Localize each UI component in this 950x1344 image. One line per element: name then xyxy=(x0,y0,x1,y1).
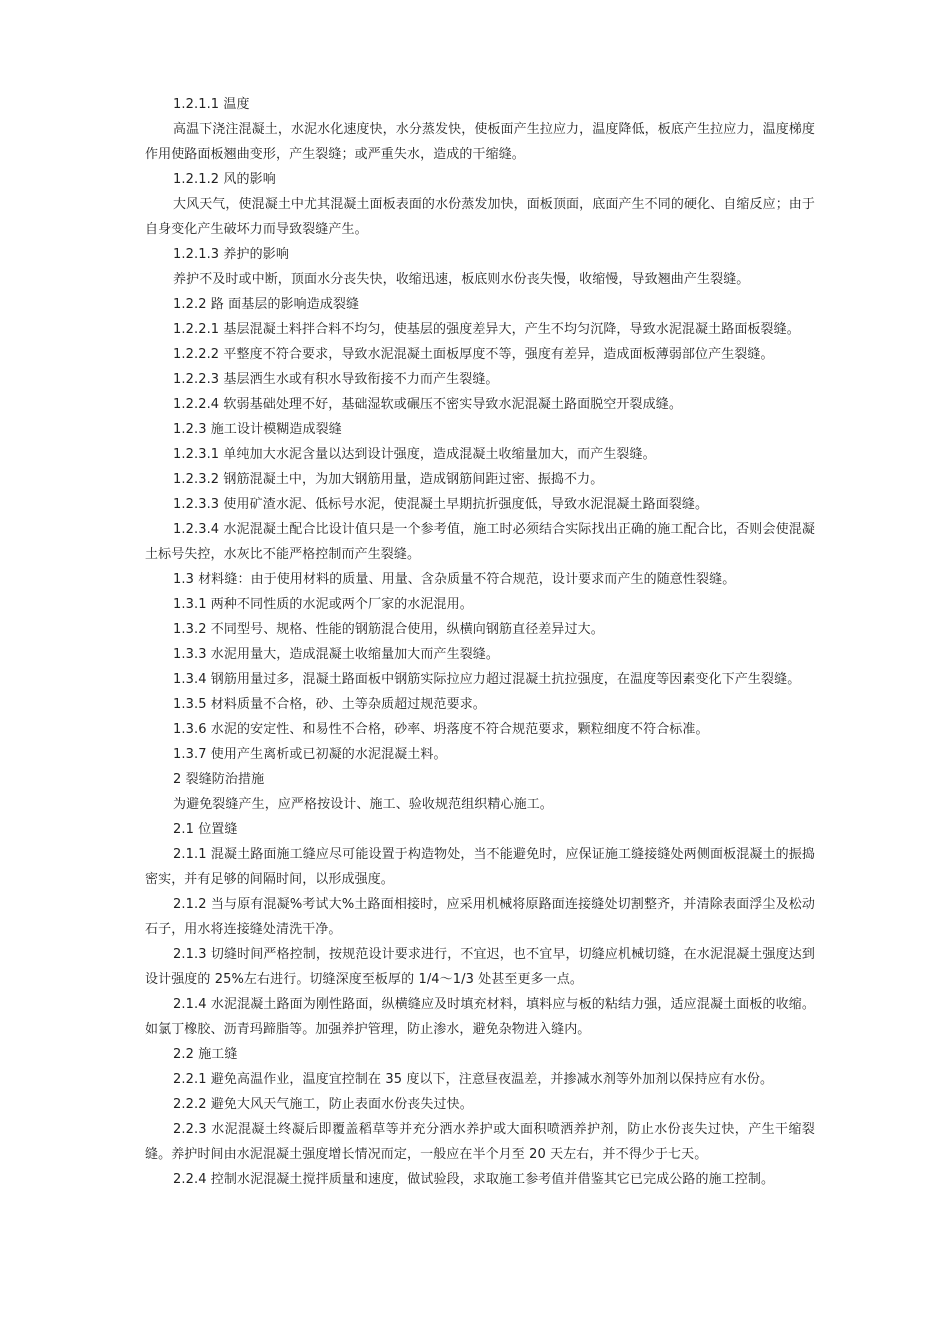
item-1-2-3-3: 1.2.3.3 使用矿渣水泥、低标号水泥，使混凝土早期抗折强度低，导致水泥混凝土路面裂缝。 xyxy=(173,497,709,512)
paragraph-curing: 养护不及时或中断，顶面水分丧失快，收缩迅速，板底则水份丧失慢，收缩慢，导致翘曲产生裂缝。 xyxy=(173,272,750,287)
item-1-3-3: 1.3.3 水泥用量大，造成混凝土收缩量加大而产生裂缝。 xyxy=(173,647,500,662)
paragraph-wind: 大风天气，使混凝土中尤其混凝土面板表面的水份蒸发加快，面板顶面，底面产生不同的硬化、自缩反应；由于自身变化产生破坏力而导致裂缝产生。 xyxy=(145,197,815,237)
paragraph-2-intro: 为避免裂缝产生，应严格按设计、施工、验收规范组织精心施工。 xyxy=(173,797,553,812)
item-2-1-2: 2.1.2 当与原有混凝%考试大%土路面相接时，应采用机械将原路面连接缝处切割整齐，并清除表面浮尘及松动石子，用水将连接缝处清洗干净。 xyxy=(145,897,815,937)
item-2-2-4: 2.2.4 控制水泥混凝土搅拌质量和速度，做试验段，求取施工参考值并借鉴其它已完成公路的施工控制。 xyxy=(173,1172,775,1187)
item-2-1-3: 2.1.3 切缝时间严格控制，按规范设计要求进行，不宜迟，也不宜早，切缝应机械切缝，在水泥混凝土强度达到设计强度的 25%左右进行。切缝深度至板厚的 1/4～1/3 处甚至更多一点。 xyxy=(145,947,815,987)
item-2-2-3: 2.2.3 水泥混凝土终凝后即覆盖稻草等并充分洒水养护或大面积喷洒养护剂，防止水份丧失过快，产生干缩裂缝。养护时间由水泥混凝土强度增长情况而定，一般应在半个月至 20 天左右，并不得少于七天。 xyxy=(145,1122,815,1162)
item-2-2-2: 2.2.2 避免大风天气施工，防止表面水份丧失过快。 xyxy=(173,1097,473,1112)
heading-1-2-1-2: 1.2.1.2 风的影响 xyxy=(173,172,276,187)
heading-1-2-1-1: 1.2.1.1 温度 xyxy=(173,97,250,112)
paragraph-temperature: 高温下浇注混凝土，水泥水化速度快，水分蒸发快，使板面产生拉应力，温度降低，板底产生拉应力，温度梯度作用使路面板翘曲变形，产生裂缝；或严重失水，造成的干缩缝。 xyxy=(145,122,815,162)
item-1-3-4: 1.3.4 钢筋用量过多，混凝土路面板中钢筋实际拉应力超过混凝土抗拉强度，在温度等因素变化下产生裂缝。 xyxy=(173,672,801,687)
item-1-2-2-3: 1.2.2.3 基层洒生水或有积水导致衔接不力而产生裂缝。 xyxy=(173,372,499,387)
item-1-3-2: 1.3.2 不同型号、规格、性能的钢筋混合使用，纵横向钢筋直径差异过大。 xyxy=(173,622,604,637)
item-1-3-5: 1.3.5 材料质量不合格，砂、土等杂质超过规范要求。 xyxy=(173,697,486,712)
item-1-2-2-4: 1.2.2.4 软弱基础处理不好，基础湿软或碾压不密实导致水泥混凝土路面脱空开裂成缝。 xyxy=(173,397,682,412)
item-1-3-7: 1.3.7 使用产生离析或已初凝的水泥混凝土料。 xyxy=(173,747,447,762)
item-2-1-4: 2.1.4 水泥混凝土路面为刚性路面，纵横缝应及时填充材料，填料应与板的粘结力强，适应混凝土面板的收缩。如氯丁橡胶、沥青玛蹄脂等。加强养护管理，防止渗水，避免杂物进入缝内。 xyxy=(145,997,815,1037)
heading-2-1: 2.1 位置缝 xyxy=(173,822,238,837)
item-2-1-1: 2.1.1 混凝土路面施工缝应尽可能设置于构造物处，当不能避免时，应保证施工缝接缝处两侧面板混凝土的振捣密实，并有足够的间隔时间，以形成强度。 xyxy=(145,847,815,887)
item-1-3-1: 1.3.1 两种不同性质的水泥或两个厂家的水泥混用。 xyxy=(173,597,473,612)
item-1-2-3-2: 1.2.3.2 钢筋混凝土中，为加大钢筋用量，造成钢筋间距过密、振捣不力。 xyxy=(173,472,604,487)
heading-1-2-1-3: 1.2.1.3 养护的影响 xyxy=(173,247,289,262)
item-1-2-3-4: 1.2.3.4 水泥混凝土配合比设计值只是一个参考值，施工时必须结合实际找出正确的施工配合比，否则会使混凝土标号失控，水灰比不能严格控制而产生裂缝。 xyxy=(145,522,815,562)
heading-2-2: 2.2 施工缝 xyxy=(173,1047,238,1062)
item-1-3-6: 1.3.6 水泥的安定性、和易性不合格，砂率、坍落度不符合规范要求，颗粒细度不符合标准。 xyxy=(173,722,709,737)
heading-1-2-3: 1.2.3 施工设计模糊造成裂缝 xyxy=(173,422,342,437)
item-1-2-2-1: 1.2.2.1 基层混凝土料拌合料不均匀，使基层的强度差异大，产生不均匀沉降，导致水泥混凝土路面板裂缝。 xyxy=(173,322,800,337)
item-1-2-3-1: 1.2.3.1 单纯加大水泥含量以达到设计强度，造成混凝土收缩量加大，而产生裂缝。 xyxy=(173,447,656,462)
heading-1-2-2: 1.2.2 路 面基层的影响造成裂缝 xyxy=(173,297,360,312)
heading-2: 2 裂缝防治措施 xyxy=(173,772,265,787)
item-2-2-1: 2.2.1 避免高温作业，温度宜控制在 35 度以下，注意昼夜温差，并掺减水剂等外加剂以保持应有水份。 xyxy=(173,1072,774,1087)
document-body xyxy=(145,92,815,1192)
heading-1-3: 1.3 材料缝：由于使用材料的质量、用量、含杂质量不符合规范，设计要求而产生的随意性裂缝。 xyxy=(173,572,736,587)
item-1-2-2-2: 1.2.2.2 平整度不符合要求，导致水泥混凝土面板厚度不等，强度有差异，造成面板薄弱部位产生裂缝。 xyxy=(173,347,774,362)
